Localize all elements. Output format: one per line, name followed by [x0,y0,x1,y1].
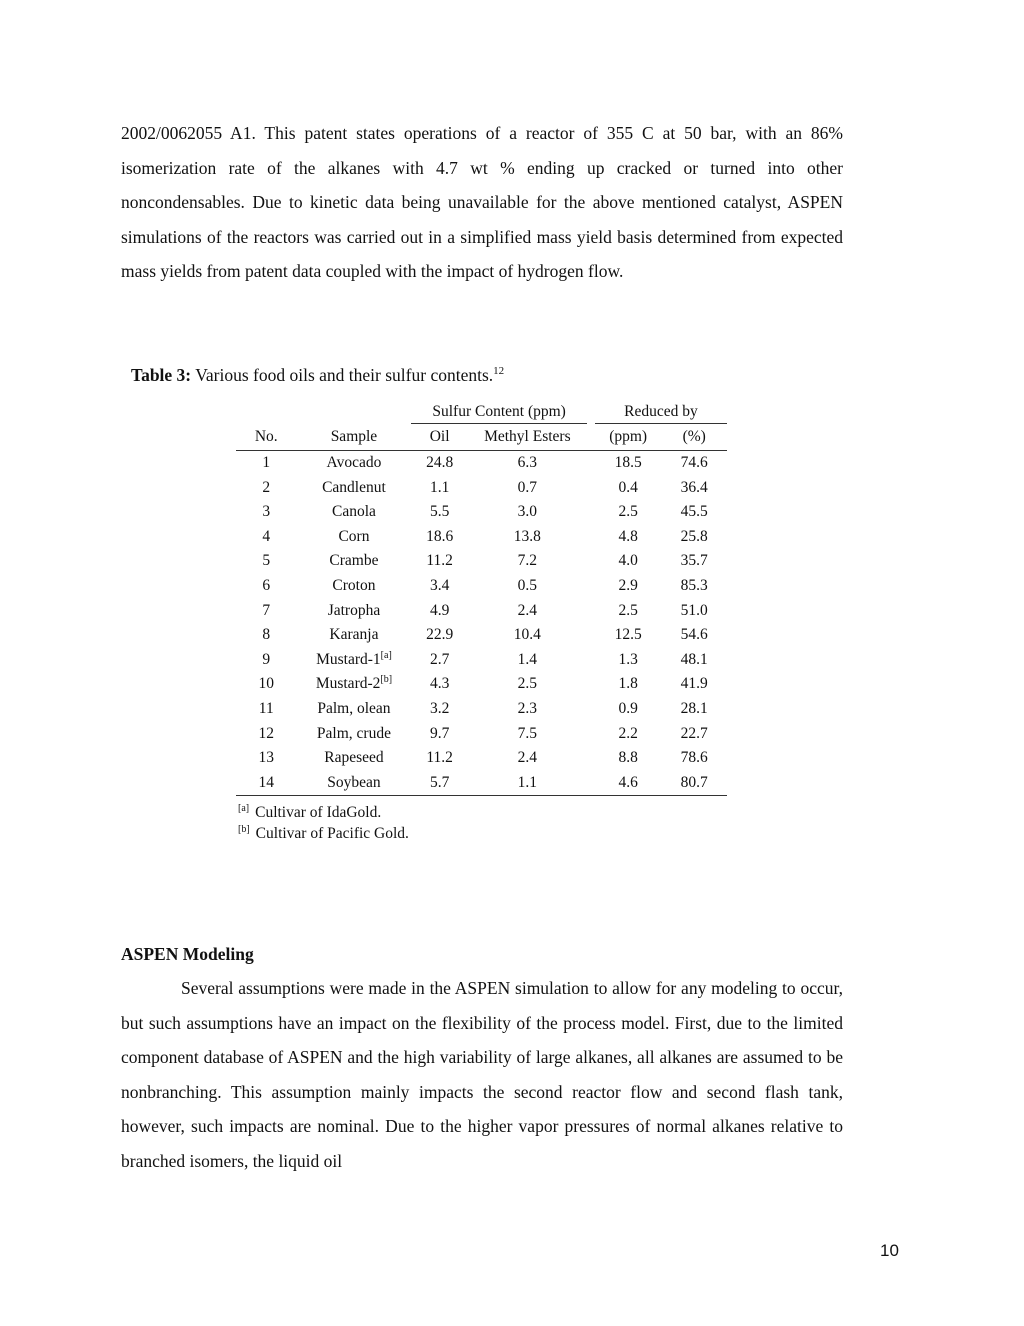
cell-sample: Karanja [329,626,379,644]
cell-oil: 22.9 [426,626,454,644]
table-row [236,599,727,624]
table-row [236,549,727,574]
cell-no: 8 [262,626,271,644]
cell-ppm: 2.5 [618,503,638,521]
cell-no: 11 [258,699,274,717]
cell-percent: 36.4 [680,478,708,496]
table-caption [131,362,504,388]
cell-methyl-esters: 6.3 [517,454,538,471]
table-row [236,648,727,673]
cell-ppm: 2.5 [618,601,638,619]
sulfur-content-table [236,394,727,796]
table-row [236,525,727,550]
cell-ppm: 12.5 [614,626,642,644]
cell-ppm: 1.8 [618,675,638,693]
cell-methyl-esters: 2.4 [517,749,538,767]
cell-ppm: 0.4 [618,478,638,496]
table-row [236,722,727,747]
group-header-sulfur-content: Sulfur Content (ppm) [411,394,586,424]
table-row [236,476,727,501]
cell-oil: 4.3 [429,675,450,693]
cell-oil: 5.7 [411,771,467,796]
cell-sample: Rapeseed [324,749,384,767]
table-row [236,746,727,771]
table-caption-label: Table 3: [131,365,192,385]
cell-oil: 5.5 [429,503,450,521]
cell-oil: 4.9 [429,601,450,619]
cell-ppm: 4.6 [595,771,662,796]
cell-percent: 51.0 [680,601,708,619]
cell-ppm: 4.8 [618,527,638,545]
cell-methyl-esters: 2.3 [517,699,538,717]
cell-no: 12 [258,724,274,742]
table-caption-reference: 12 [493,365,505,378]
cell-no: 4 [262,527,271,545]
table-footnote: [a] Cultivar of IdaGold. [238,802,382,821]
cell-ppm: 2.2 [618,724,638,742]
cell-sample: Avocado [326,454,382,471]
cell-oil: 18.6 [426,527,454,545]
cell-sample: Corn [338,527,370,545]
cell-oil: 9.7 [429,724,450,742]
column-header-ppm: (ppm) [595,424,662,451]
cell-sample: Croton [332,576,376,594]
cell-oil: 11.2 [426,749,453,767]
cell-methyl-esters: 2.4 [517,601,538,619]
cell-no: 5 [262,552,271,570]
cell-oil: 3.4 [429,576,450,594]
cell-ppm: 2.9 [618,576,638,594]
cell-methyl-esters: 1.1 [468,771,587,796]
column-header-methyl-esters: Methyl Esters [468,424,587,451]
cell-percent: 45.5 [680,503,708,521]
column-header-oil: Oil [411,424,467,451]
cell-no: 3 [262,503,271,521]
cell-percent: 25.8 [680,527,708,545]
cell-ppm: 18.5 [614,454,642,471]
table-caption-text: Various food oils and their sulfur contents. [195,365,494,385]
cell-sample: Candlenut [322,478,386,496]
cell-sample: Jatropha [327,601,381,619]
table-row [236,672,727,697]
table-row [236,697,727,722]
cell-ppm: 4.0 [618,552,638,570]
table-row [236,623,727,648]
cell-no: 14 [236,771,296,796]
cell-methyl-esters: 7.5 [517,724,538,742]
cell-no: 10 [258,675,274,693]
cell-percent: 54.6 [680,626,708,644]
table-row [236,771,727,796]
cell-percent: 28.1 [680,699,708,717]
cell-sample: Soybean [296,771,411,796]
cell-percent: 80.7 [661,771,727,796]
cell-methyl-esters: 10.4 [513,626,541,644]
cell-sample: Mustard-1[a] [316,649,392,668]
cell-ppm: 8.8 [618,749,638,767]
cell-percent: 85.3 [680,576,708,594]
body-paragraph: 2002/0062055 A1. This patent states operations of a reactor of 355 C at 50 bar, with an 86% isomerization rate of the alkanes with 4.7 wt % ending up cracked or turned into other noncondensables. Due to kinetic data being unavailable for the above mentioned catalyst, ASPEN simulations of the reactors was carried out in a simplified mass yield basis determined from expected mass yields from patent data coupled with the impact of hydrogen flow. [121,123,843,282]
cell-no: 13 [258,749,274,767]
table-footnote: [b] Cultivar of Pacific Gold. [238,823,409,842]
cell-percent: 78.6 [680,749,708,767]
column-header-no: No. [236,424,296,451]
cell-ppm: 0.9 [618,699,638,717]
cell-percent: 48.1 [680,650,708,668]
cell-percent: 74.6 [680,454,708,471]
cell-methyl-esters: 0.7 [517,478,538,496]
cell-sample: Canola [331,503,376,521]
cell-no: 9 [262,650,271,668]
table-footnotes [238,802,409,844]
section-heading: ASPEN Modeling [121,944,254,964]
table-row [236,451,727,476]
cell-percent: 22.7 [680,724,708,742]
cell-methyl-esters: 2.5 [517,675,538,693]
group-header-reduced-by: Reduced by [595,394,727,424]
cell-sample: Crambe [329,552,379,570]
page-number: 10 [880,1241,899,1260]
cell-oil: 24.8 [426,454,454,471]
cell-oil: 1.1 [429,478,450,496]
cell-sample: Mustard-2[b] [315,674,393,693]
cell-no: 1 [262,454,271,471]
cell-no: 6 [262,576,271,594]
cell-methyl-esters: 1.4 [517,650,538,668]
cell-methyl-esters: 0.5 [517,576,538,594]
cell-ppm: 1.3 [618,650,638,668]
cell-sample: Palm, olean [317,699,391,717]
cell-no: 7 [262,601,271,619]
cell-methyl-esters: 3.0 [517,503,538,521]
cell-oil: 3.2 [429,699,450,717]
cell-methyl-esters: 7.2 [517,552,538,570]
cell-percent: 41.9 [680,675,708,693]
cell-oil: 2.7 [429,650,450,668]
cell-sample: Palm, crude [316,724,391,742]
table-row [236,574,727,599]
cell-no: 2 [262,478,271,496]
cell-methyl-esters: 13.8 [513,527,541,545]
body-paragraph: Several assumptions were made in the ASPEN simulation to allow for any modeling to occur, but such assumptions have an impact on the flexibility of the process model. First, due to the limited component database of ASPEN and the high variability of large alkanes, all alkanes are assumed to be nonbranching. This assumption mainly impacts the second reactor flow and second flash tank, however, such impacts are nominal. Due to the higher vapor pressures of normal alkanes relative to branched isomers, the liquid oil [121,978,843,1171]
cell-oil: 11.2 [426,552,453,570]
cell-percent: 35.7 [680,552,708,570]
column-header-sample: Sample [296,424,411,451]
table-row [236,500,727,525]
column-header-percent: (%) [661,424,727,451]
